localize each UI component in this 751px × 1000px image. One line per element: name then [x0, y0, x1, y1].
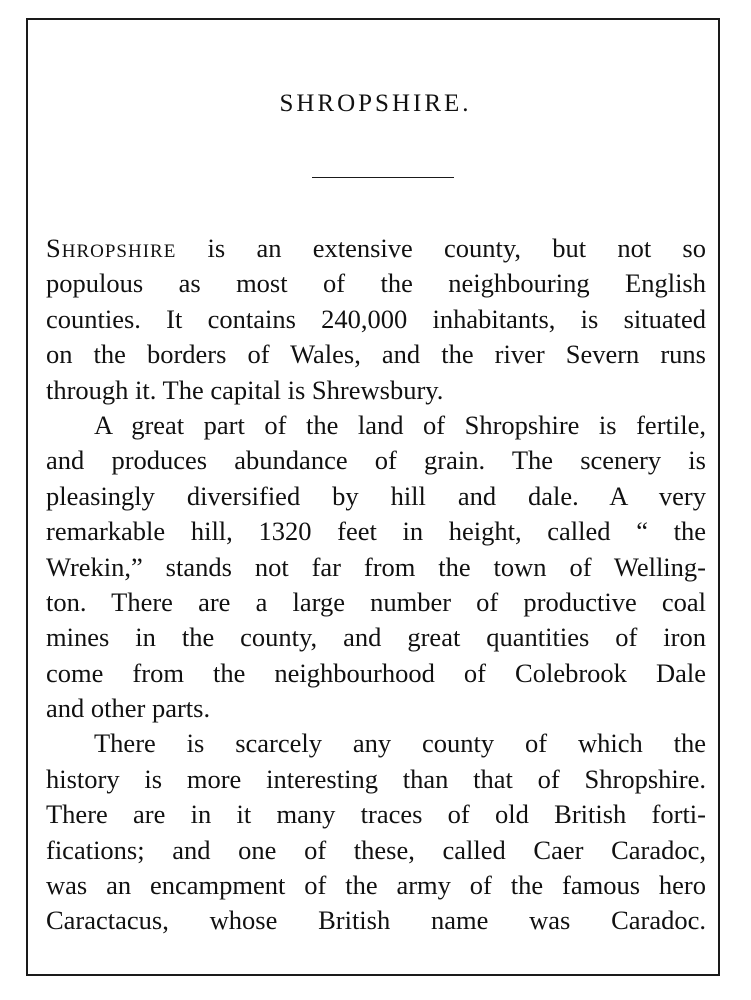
- text-line: pleasingly diversified by hill and dale. A very: [46, 480, 706, 511]
- text-line: through it. The capital is Shrewsbury.: [46, 374, 444, 405]
- text-line: fications; and one of these, called Caer Caradoc,: [46, 834, 706, 865]
- text-line: was an encampment of the army of the famous hero: [46, 870, 706, 901]
- body-text: [46, 231, 706, 939]
- text-line: populous as most of the neighbouring English: [46, 268, 706, 299]
- title-rule: [312, 177, 454, 178]
- page-title: SHROPSHIRE.: [279, 90, 472, 117]
- text-line: Caractacus, whose British name was Caradoc.: [46, 905, 706, 936]
- text-line: on the borders of Wales, and the river Severn runs: [46, 339, 706, 370]
- paragraph-1-line-1: [46, 231, 706, 266]
- text-line: ton. There are a large number of productive coal: [46, 586, 706, 617]
- text-line: and other parts.: [46, 693, 211, 724]
- text-line: is an extensive county, but not so: [176, 233, 706, 263]
- text-line: A great part of the land of Shropshire is fertile,: [94, 409, 706, 440]
- text-line: come from the neighbourhood of Colebrook Dale: [46, 657, 706, 688]
- text-line: There is scarcely any county of which the: [94, 728, 706, 759]
- text-line: mines in the county, and great quantities of iron: [46, 622, 706, 653]
- text-line: and produces abundance of grain. The scenery is: [46, 445, 706, 476]
- lead-word: Shropshire: [46, 233, 177, 263]
- text-line: history is more interesting than that of Shropshire.: [46, 763, 706, 794]
- text-line: Wrekin,” stands not far from the town of Welling-: [46, 551, 706, 582]
- text-line: counties. It contains 240,000 inhabitants, is situated: [46, 303, 706, 334]
- text-line: There are in it many traces of old British forti-: [46, 799, 706, 830]
- text-line: remarkable hill, 1320 feet in height, called “ the: [46, 516, 706, 547]
